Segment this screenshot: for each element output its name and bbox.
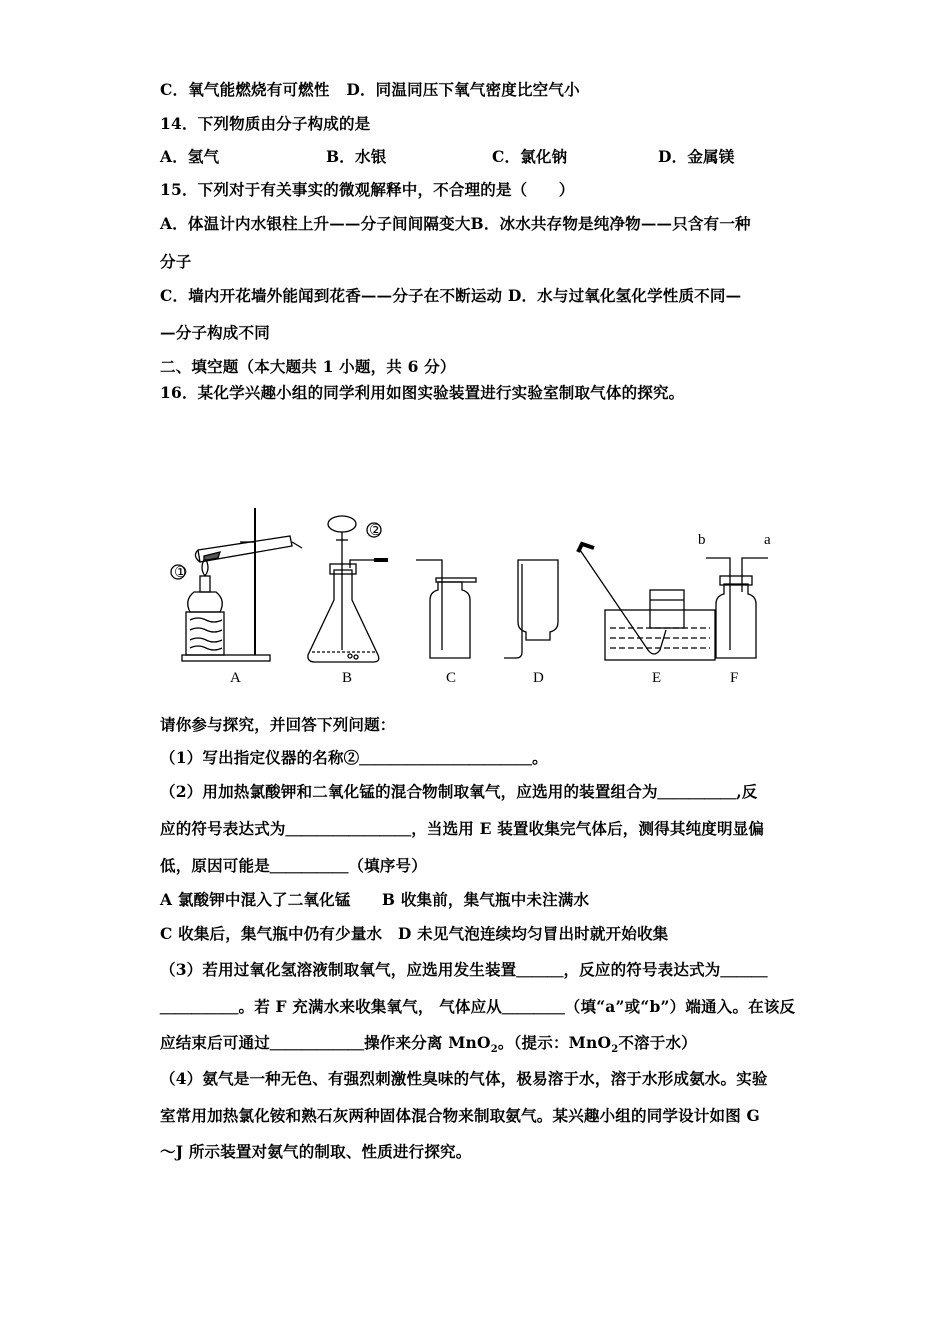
port-b-label: b — [698, 532, 706, 548]
q13-options-cd — [160, 78, 580, 100]
wood-block — [186, 612, 224, 655]
label-d: D — [533, 670, 544, 686]
q14-option-d: D．金属镁 — [658, 147, 735, 166]
q13-option-d: D．同温同压下氧气密度比空气小 — [346, 80, 580, 99]
gas-bottle-f — [716, 584, 756, 658]
q16-part1: （1）写出指定仪器的名称②＿＿＿＿＿＿＿＿＿＿＿。 — [160, 748, 548, 767]
apparatus-c — [416, 560, 476, 658]
q15-stem: 15．下列对于有关事实的微观解释中，不合理的是（ ） — [160, 180, 575, 199]
alcohol-lamp — [188, 592, 223, 612]
q14-stem: 14．下列物质由分子构成的是 — [160, 114, 371, 133]
label-b: B — [342, 670, 353, 686]
q16-part4-line1: （4）氨气是一种无色、有强烈刺激性臭味的气体，极易溶于水，溶于水形成氨水。实验 — [160, 1069, 768, 1088]
collecting-bottle-e — [650, 590, 684, 628]
label-c: C — [446, 670, 457, 686]
q15-options-cd: C．墙内开花墙外能闻到花香——分子在不断运动 D．水与过氧化氢化学性质不同— — [160, 286, 742, 305]
q16-part2-line1: （2）用加热氯酸钾和二氧化锰的混合物制取氧气，应选用的装置组合为＿＿＿＿＿,反 — [160, 782, 758, 801]
stand-base — [182, 655, 270, 661]
q16-part4-line3: ～J 所示装置对氨气的制取、性质进行探究。 — [160, 1142, 472, 1161]
q15-options-cd-cont: —分子构成不同 — [160, 323, 270, 342]
mno2-subscript-2: 2 — [611, 1044, 619, 1056]
label-f: F — [730, 670, 739, 686]
q16-part2-line2: 应的符号表达式为＿＿＿＿＿＿＿＿，当选用 E 装置收集完气体后，测得其纯度明显偏 — [160, 819, 765, 838]
port-a-label: a — [764, 532, 771, 548]
q15-options-ab-cont: 分子 — [160, 252, 192, 271]
gas-bottle-d — [518, 560, 558, 640]
q16-stem: 16．某化学兴趣小组的同学利用如图实验装置进行实验室制取气体的探究。 — [160, 383, 685, 402]
q16-part3-line1: （3）若用过氧化氢溶液制取氧气，应选用发生装置＿＿＿，反应的符号表达式为＿＿＿ — [160, 960, 768, 979]
q16-part3-line3-c: 不溶于水） — [618, 1033, 697, 1052]
marker-1-text: ① — [174, 565, 188, 581]
long-tube-f — [706, 558, 730, 650]
separatory-funnel — [328, 516, 356, 532]
q14-option-b: B．水银 — [326, 147, 387, 166]
label-e: E — [652, 670, 662, 686]
q16-part3-line2: ＿＿＿＿＿。若 F 充满水来收集氧气， 气体应从＿＿＿＿（填“a”或“b”）端通入。在该反 — [160, 997, 796, 1016]
q16-part4-line2: 室常用加热氯化铵和熟石灰两种固体混合物来制取氨气。某兴趣小组的同学设计如图 G — [160, 1106, 760, 1125]
tube-c — [416, 560, 442, 650]
apparatus-d — [504, 560, 558, 658]
tube-d — [504, 564, 522, 658]
q16-part3-line3 — [160, 1031, 697, 1055]
q15-options-ab: A．体温计内水银柱上升——分子间间隔变大B．冰水共存物是纯净物——只含有一种 — [160, 214, 751, 233]
q16-part2-options-cd: C 收集后，集气瓶中仍有少量水 D 未见气泡连续均匀冒出时就开始收集 — [160, 924, 669, 943]
apparatus-e — [578, 544, 715, 660]
section-2-heading: 二、填空题（本大题共 1 小题，共 6 分） — [160, 357, 456, 376]
q14-option-c: C．氯化钠 — [492, 147, 568, 166]
delivery-tube — [292, 542, 302, 548]
q14-options — [160, 145, 734, 167]
apparatus-a — [171, 508, 302, 661]
q16-part2-line3: 低，原因可能是＿＿＿＿＿（填序号） — [160, 856, 427, 875]
label-a: A — [230, 670, 241, 686]
q16-part3-line3-a: 应结束后可通过＿＿＿＿＿＿操作来分离 MnO — [160, 1033, 491, 1052]
conical-flask — [308, 570, 379, 662]
marker-2-text: ② — [369, 523, 383, 539]
q16-part2-options-ab: A 氯酸钾中混入了二氧化锰 B 收集前，集气瓶中未注满水 — [160, 890, 590, 909]
q13-option-c: C．氧气能燃烧有可燃性 — [160, 80, 330, 99]
q16-intro: 请你参与探究，并回答下列问题： — [160, 715, 396, 734]
q14-option-a: A．氢气 — [160, 147, 220, 166]
water-trough — [605, 610, 715, 660]
apparatus-diagram — [160, 500, 800, 700]
q16-part3-line3-b: 。（提示：MnO — [497, 1033, 612, 1052]
short-tube-f — [742, 558, 768, 592]
apparatus-figure — [160, 500, 800, 700]
gas-bottle-c — [430, 582, 470, 658]
mno2-subscript-1: 2 — [490, 1044, 498, 1056]
